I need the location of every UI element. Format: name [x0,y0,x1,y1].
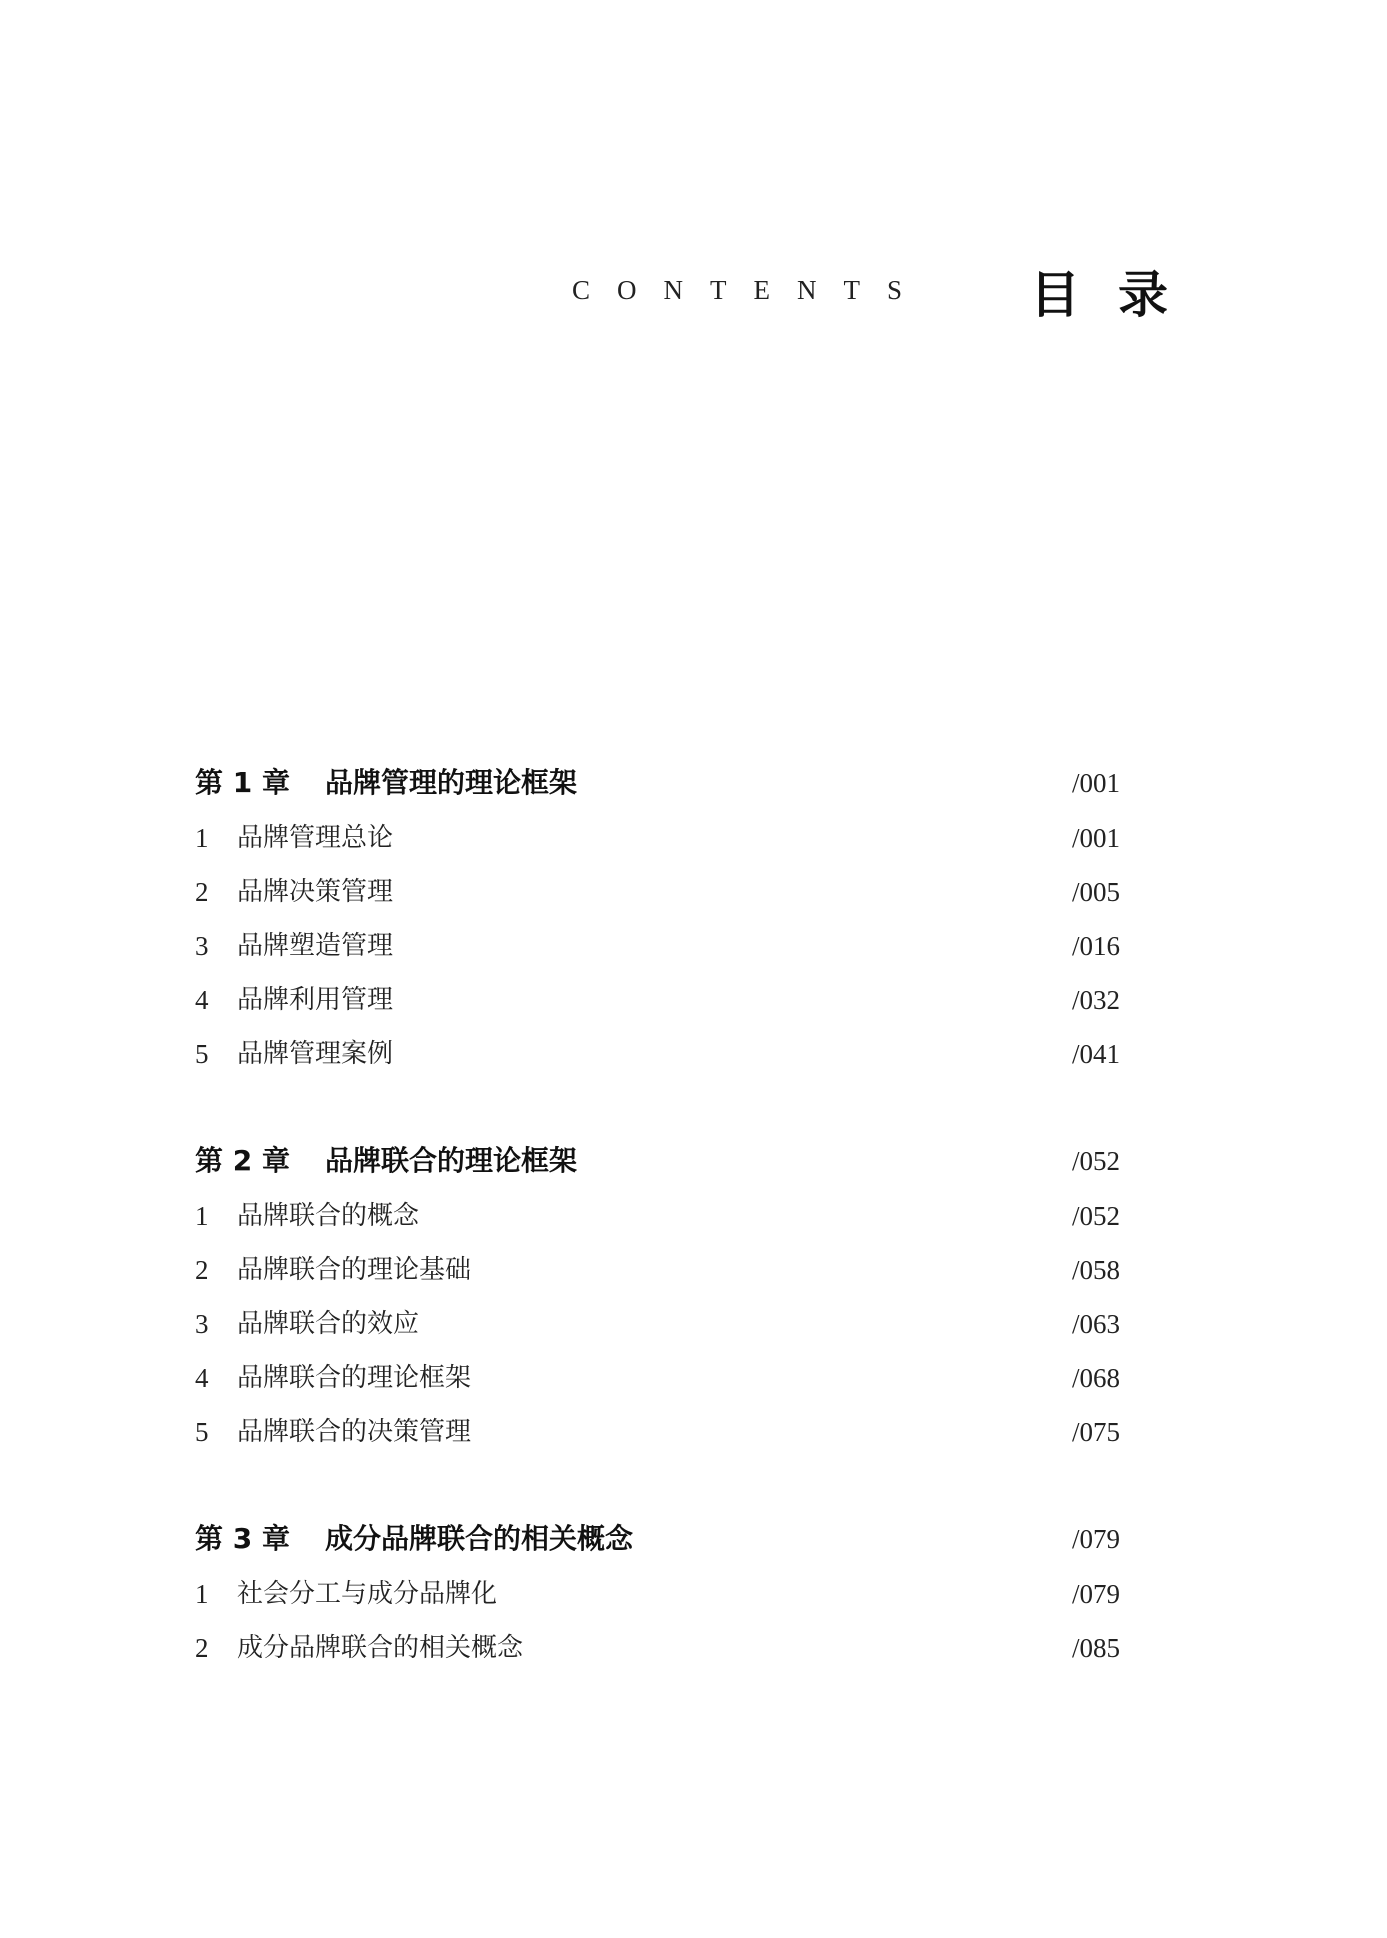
section-title: 品牌联合的概念 [237,1201,420,1231]
section-page-number: /068 [1071,1363,1120,1393]
section-title: 品牌利用管理 [237,985,394,1015]
section-page-number: /032 [1071,985,1120,1015]
chapter-number: 第 1 章 [195,766,290,799]
chapter-2 [195,1133,1120,1459]
section-title: 品牌联合的决策管理 [237,1417,472,1447]
section-row[interactable] [195,973,1120,1027]
section-number: 5 [195,1417,209,1447]
chapter-number: 第 3 章 [195,1522,290,1555]
section-page-number: /052 [1071,1201,1120,1231]
section-number: 1 [195,1579,209,1609]
section-page-number: /005 [1071,877,1120,907]
section-number: 3 [195,1309,209,1339]
section-number: 2 [195,877,209,907]
section-row[interactable] [195,919,1120,973]
chapter-row[interactable] [195,755,1120,811]
section-row[interactable] [195,1243,1120,1297]
section-number: 2 [195,1255,209,1285]
chapter-3 [195,1511,1120,1675]
chapter-title: 品牌联合的理论框架 [325,1144,578,1177]
section-page-number: /001 [1071,823,1120,853]
section-row[interactable] [195,1027,1120,1081]
section-title: 成分品牌联合的相关概念 [237,1633,524,1663]
section-row[interactable] [195,1189,1120,1243]
section-number: 1 [195,823,209,853]
chapter-1 [195,755,1120,1081]
toc-header [0,255,1387,335]
section-number: 4 [195,1363,209,1393]
section-row[interactable] [195,1297,1120,1351]
section-number: 1 [195,1201,209,1231]
chapter-title: 品牌管理的理论框架 [325,766,578,799]
chapter-row[interactable] [195,1511,1120,1567]
chapter-row[interactable] [195,1133,1120,1189]
section-number: 3 [195,931,209,961]
section-title: 品牌决策管理 [237,877,394,907]
section-title: 品牌联合的理论基础 [237,1255,472,1285]
section-row[interactable] [195,811,1120,865]
section-row[interactable] [195,1621,1120,1675]
section-row[interactable] [195,1351,1120,1405]
table-of-contents [195,755,1120,1727]
section-page-number: /058 [1071,1255,1120,1285]
section-page-number: /041 [1071,1039,1120,1069]
section-page-number: /079 [1071,1579,1120,1609]
section-page-number: /063 [1071,1309,1120,1339]
section-title: 品牌联合的效应 [237,1309,420,1339]
section-number: 4 [195,985,209,1015]
chapter-page-number: /052 [1071,1146,1120,1176]
contents-heading-zh: 目录 [1030,266,1206,324]
section-number: 2 [195,1633,209,1663]
section-page-number: /075 [1071,1417,1120,1447]
section-title: 品牌管理总论 [237,823,394,853]
section-page-number: /085 [1071,1633,1120,1663]
section-row[interactable] [195,1567,1120,1621]
section-page-number: /016 [1071,931,1120,961]
chapter-title: 成分品牌联合的相关概念 [325,1522,634,1555]
chapter-page-number: /079 [1071,1524,1120,1554]
section-title: 品牌管理案例 [237,1039,394,1069]
section-title: 品牌联合的理论框架 [237,1363,472,1393]
contents-heading-en: CONTENTS [572,275,929,305]
section-number: 5 [195,1039,209,1069]
section-title: 社会分工与成分品牌化 [237,1579,498,1609]
chapter-number: 第 2 章 [195,1144,290,1177]
section-row[interactable] [195,1405,1120,1459]
section-row[interactable] [195,865,1120,919]
section-title: 品牌塑造管理 [237,931,394,961]
chapter-page-number: /001 [1071,768,1120,798]
